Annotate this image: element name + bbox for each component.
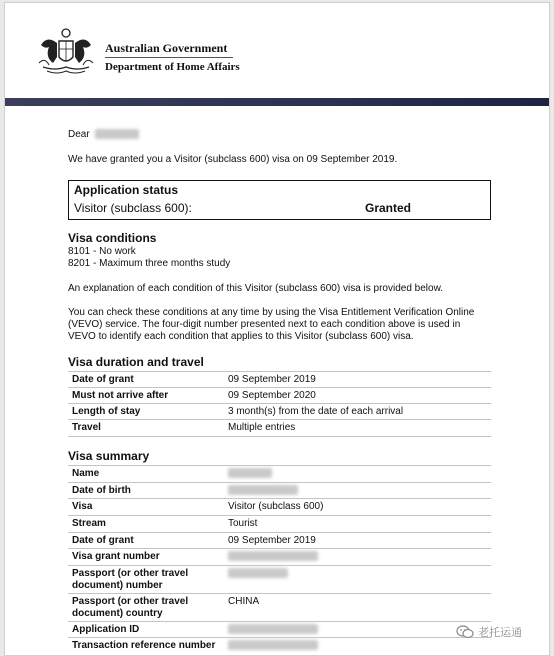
table-row — [68, 499, 491, 516]
conditions-heading: Visa conditions — [68, 231, 157, 245]
row-label: Application ID — [72, 624, 140, 635]
table-row — [68, 549, 491, 566]
table-row — [68, 638, 491, 654]
header-divider — [105, 57, 233, 58]
row-label: Passport (or other travel document) number — [72, 568, 189, 591]
row-value — [228, 568, 288, 580]
row-value: CHINA — [228, 596, 260, 607]
table-row — [68, 371, 491, 388]
row-value: 3 month(s) from the date of each arrival — [228, 406, 404, 417]
grant-statement: We have granted you a Visitor (subclass 600) visa on 09 September 2019. — [68, 154, 398, 165]
watermark — [456, 624, 522, 640]
row-label: Must not arrive after — [72, 390, 169, 401]
table-row — [68, 566, 491, 594]
department-name: Department of Home Affairs — [105, 61, 240, 73]
conditions-explanation: An explanation of each condition of this Visitor (subclass 600) visa is provided below. — [68, 283, 444, 294]
redacted-value — [228, 551, 318, 561]
status-box-visa: Visitor (subclass 600): — [74, 201, 192, 215]
status-badge: Granted — [365, 201, 412, 215]
application-status-box — [68, 180, 491, 220]
row-value: 09 September 2020 — [228, 390, 316, 401]
table-row — [68, 483, 491, 499]
table-row — [68, 594, 491, 622]
table-row — [68, 622, 491, 638]
redacted-value — [228, 624, 318, 634]
row-value — [228, 551, 318, 563]
redacted-value — [228, 568, 288, 578]
coat-of-arms-icon — [35, 27, 97, 77]
duration-table — [68, 371, 491, 437]
government-name: Australian Government — [105, 41, 228, 55]
table-row — [68, 420, 491, 437]
table-row — [68, 533, 491, 549]
condition-item: 8201 - Maximum three months study — [68, 258, 231, 269]
row-label: Stream — [72, 518, 106, 529]
row-label: Transaction reference number — [72, 640, 216, 651]
watermark-text: 老托运通 — [478, 627, 522, 639]
vevo-note-line: VEVO to identify each condition that applies to this Visitor (subclass 600) visa. — [68, 331, 414, 342]
row-label: Date of birth — [72, 485, 131, 496]
row-value — [228, 624, 318, 636]
wechat-icon — [456, 625, 474, 639]
vevo-note-line: (VEVO) service. The four-digit number presented next to each condition above is used in — [68, 319, 461, 330]
salutation: Dear — [68, 129, 90, 140]
row-label: Name — [72, 468, 100, 479]
redacted-value — [228, 468, 272, 478]
row-value — [228, 485, 298, 497]
vevo-note-line: You can check these conditions at any time by using the Visa Entitlement Verification Online — [68, 307, 475, 318]
row-label: Date of grant — [72, 374, 134, 385]
redacted-value — [228, 640, 318, 650]
row-label: Length of stay — [72, 406, 141, 417]
row-value: Tourist — [228, 518, 258, 529]
duration-heading: Visa duration and travel — [68, 355, 204, 369]
table-row — [68, 388, 491, 404]
status-box-title: Application status — [74, 183, 179, 197]
row-value — [228, 468, 272, 480]
summary-heading: Visa summary — [68, 449, 150, 463]
salutation-line — [68, 129, 139, 141]
redacted-value — [228, 485, 298, 495]
table-row — [68, 465, 491, 483]
row-value: Multiple entries — [228, 422, 296, 433]
condition-item: 8101 - No work — [68, 246, 136, 257]
row-label: Travel — [72, 422, 101, 433]
visa-grant-letter — [4, 2, 550, 656]
summary-table — [68, 465, 491, 654]
row-value — [228, 640, 318, 652]
table-row — [68, 516, 491, 533]
row-label: Visa grant number — [72, 551, 160, 562]
row-label: Date of grant — [72, 535, 134, 546]
table-row — [68, 404, 491, 420]
row-value: 09 September 2019 — [228, 374, 316, 385]
redacted-name — [95, 129, 139, 139]
letter-header — [5, 3, 549, 99]
row-value: 09 September 2019 — [228, 535, 316, 546]
row-label: Passport (or other travel document) country — [72, 596, 189, 619]
header-band — [5, 98, 549, 106]
row-value: Visitor (subclass 600) — [228, 501, 324, 512]
row-label: Visa — [72, 501, 93, 512]
